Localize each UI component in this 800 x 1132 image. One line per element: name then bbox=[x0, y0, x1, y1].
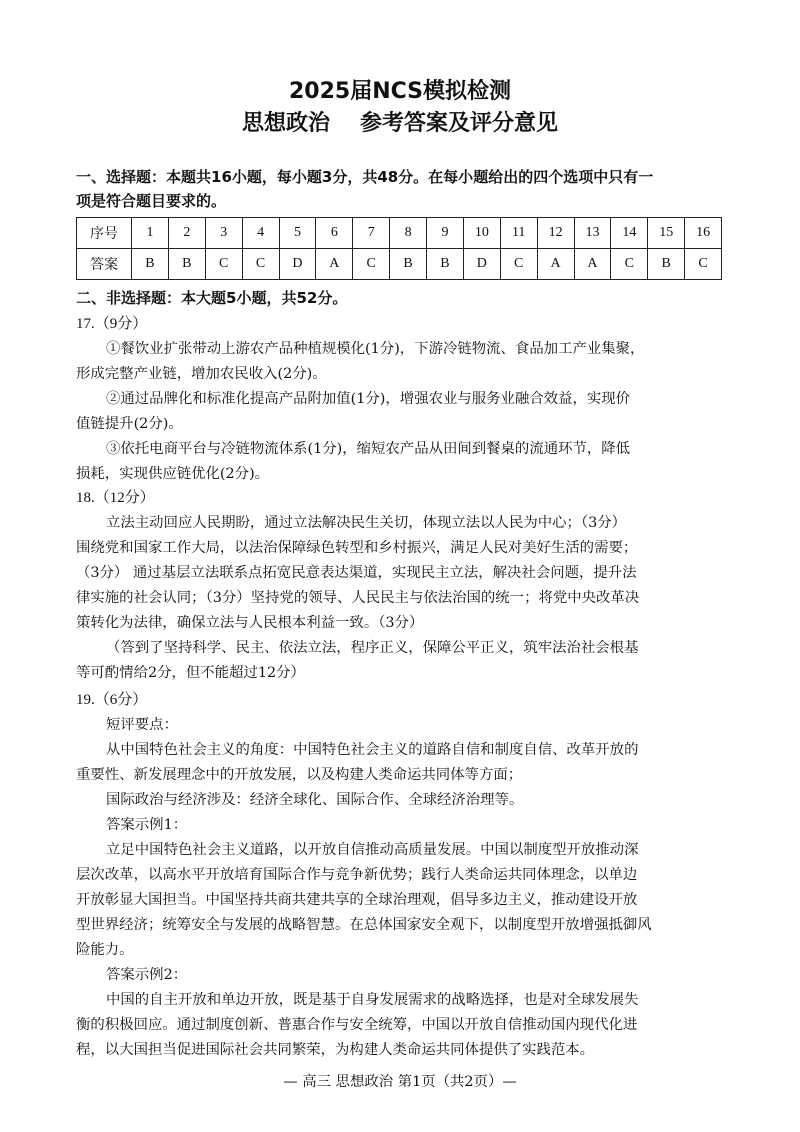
question-number-cell: 14 bbox=[611, 218, 648, 249]
q18-line3: （3分） 通过基层立法联系点拓宽民意表达渠道，实现民主立法，解决社会问题，提升法 bbox=[76, 565, 637, 581]
answer-cell: D bbox=[463, 249, 500, 280]
q18-note-line2: 等可酌情给2分，但不能超过12分） bbox=[76, 665, 305, 681]
q19-example2-line1: 中国的自主开放和单边开放，既是基于自身发展需求的战略选择，也是对全球发展失 bbox=[106, 992, 639, 1008]
q17-point3-line2: 损耗，实现供应链优化(2分)。 bbox=[76, 466, 270, 482]
question-number-cell: 2 bbox=[168, 218, 205, 249]
q19-example1-line3: 开放彰显大国担当。中国坚持共商共建共享的全球治理观，倡导多边主义，推动建设开放 bbox=[76, 892, 638, 908]
question-number-row bbox=[77, 218, 722, 249]
answer-cell: B bbox=[390, 249, 427, 280]
question-number-cell: 9 bbox=[427, 218, 464, 249]
q17-point1-line1: ①餐饮业扩张带动上游农产品种植规模化(1分)，下游冷链物流、食品加工产业集聚， bbox=[106, 341, 645, 357]
page-footer: — 高三 思想政治 第1页（共2页）— bbox=[283, 1074, 517, 1090]
question-number-cell: 8 bbox=[390, 218, 427, 249]
row-label: 答案 bbox=[77, 249, 132, 280]
q19-point1-line1: 从中国特色社会主义的角度：中国特色社会主义的道路自信和制度自信、改革开放的 bbox=[106, 742, 639, 758]
section1-heading bbox=[76, 165, 726, 213]
question-number-cell: 6 bbox=[316, 218, 353, 249]
q19-example1-line1: 立足中国特色社会主义道路，以开放自信推动高质量发展。中国以制度型开放推动深 bbox=[106, 842, 639, 858]
question-number-cell: 16 bbox=[685, 218, 722, 249]
q19-example1-line4: 型世界经济；统筹安全与发展的战略智慧。在总体国家安全观下，以制度型开放增强抵御风 bbox=[76, 917, 652, 933]
q17-point2-line2: 值链提升(2分)。 bbox=[76, 416, 183, 432]
section2-heading: 二、非选择题：本大题5小题，共52分。 bbox=[76, 289, 348, 307]
page-title: 2025届NCS模拟检测 bbox=[288, 79, 512, 104]
answer-cell: B bbox=[132, 249, 169, 280]
q18-line2: 围绕党和国家工作大局，以法治保障绿色转型和乡村振兴，满足人民对美好生活的需要； bbox=[76, 540, 638, 556]
q18-block bbox=[76, 486, 724, 686]
answer-row bbox=[77, 249, 722, 280]
answer-cell: B bbox=[427, 249, 464, 280]
answer-cell: C bbox=[353, 249, 390, 280]
question-number-cell: 1 bbox=[132, 218, 169, 249]
q19-example2-title: 答案示例2： bbox=[106, 967, 188, 983]
q19-example1-line5: 险能力。 bbox=[76, 942, 134, 958]
q18-line5: 策转化为法律，确保立法与人民根本利益一致。（3分） bbox=[76, 615, 424, 631]
q19-example2-line2: 衡的积极回应。通过制度创新、普惠合作与安全统筹，中国以开放自信推动国内现代化进 bbox=[76, 1017, 638, 1033]
page-subtitle bbox=[0, 106, 800, 137]
question-number-cell: 13 bbox=[574, 218, 611, 249]
answer-table bbox=[76, 217, 722, 280]
q17-point2-line1: ②通过品牌化和标准化提高产品附加值(1分)，增强农业与服务业融合效益，实现价 bbox=[106, 391, 631, 407]
answer-key-title: 参考答案及评分意见 bbox=[360, 111, 559, 136]
q19-points-title: 短评要点： bbox=[106, 717, 178, 733]
question-number-cell: 12 bbox=[537, 218, 574, 249]
question-number-cell: 7 bbox=[353, 218, 390, 249]
q18-number: 18.（12分） bbox=[76, 490, 155, 506]
question-number-cell: 3 bbox=[205, 218, 242, 249]
q19-point1-line2: 重要性、新发展理念中的开放发展，以及构建人类命运共同体等方面； bbox=[76, 767, 523, 783]
section1-heading-line1: 一、选择题：本题共16小题，每小题3分，共48分。在每小题给出的四个选项中只有一 bbox=[76, 168, 654, 186]
answer-cell: C bbox=[685, 249, 722, 280]
answer-cell: B bbox=[648, 249, 685, 280]
q19-block bbox=[76, 688, 724, 1063]
q19-point2: 国际政治与经济涉及：经济全球化、国际合作、全球经济治理等。 bbox=[106, 792, 524, 808]
answer-cell: A bbox=[316, 249, 353, 280]
q19-number: 19.（6分） bbox=[76, 692, 148, 708]
q17-number: 17.（9分） bbox=[76, 316, 148, 332]
question-number-cell: 4 bbox=[242, 218, 279, 249]
answer-cell: C bbox=[205, 249, 242, 280]
question-number-cell: 10 bbox=[463, 218, 500, 249]
q17-point3-line1: ③依托电商平台与冷链物流体系(1分)，缩短农产品从田间到餐桌的流通环节，降低 bbox=[106, 441, 631, 457]
q19-example1-line2: 层次改革，以高水平开放培育国际合作与竞争新优势；践行人类命运共同体理念，以单边 bbox=[76, 867, 638, 883]
row-label: 序号 bbox=[77, 218, 132, 249]
subject-title: 思想政治 bbox=[241, 111, 330, 136]
answer-cell: C bbox=[611, 249, 648, 280]
question-number-cell: 15 bbox=[648, 218, 685, 249]
q18-line1: 立法主动回应人民期盼，通过立法解决民生关切，体现立法以人民为中心；（3分） bbox=[106, 515, 627, 531]
q17-block bbox=[76, 312, 724, 487]
question-number-cell: 5 bbox=[279, 218, 316, 249]
section1-heading-line2: 项是符合题目要求的。 bbox=[76, 192, 227, 210]
q19-example2-line3: 程，以大国担当促进国际社会共同繁荣，为构建人类命运共同体提供了实践范本。 bbox=[76, 1042, 595, 1058]
answer-cell: A bbox=[574, 249, 611, 280]
answer-cell: A bbox=[537, 249, 574, 280]
q18-line4: 律实施的社会认同；（3分）坚持党的领导、人民民主与依法治国的统一；将党中央改革决 bbox=[76, 590, 640, 606]
q18-note-line1: （答到了坚持科学、民主、依法立法，程序正义，保障公平正义，筑牢法治社会根基 bbox=[106, 640, 639, 656]
answer-cell: C bbox=[500, 249, 537, 280]
answer-cell: D bbox=[279, 249, 316, 280]
answer-cell: C bbox=[242, 249, 279, 280]
question-number-cell: 11 bbox=[500, 218, 537, 249]
answer-cell: B bbox=[168, 249, 205, 280]
q19-example1-title: 答案示例1： bbox=[106, 817, 188, 833]
q17-point1-line2: 形成完整产业链，增加农民收入(2分)。 bbox=[76, 366, 327, 382]
